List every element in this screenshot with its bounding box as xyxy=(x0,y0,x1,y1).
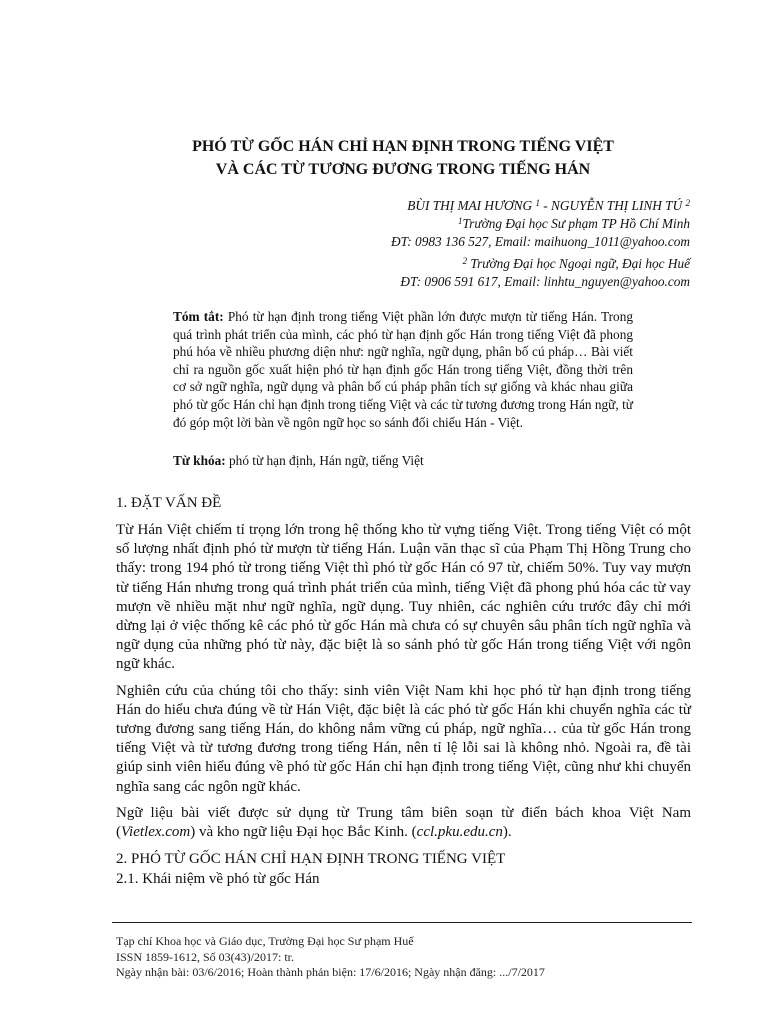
section-2-heading: 2. PHÓ TỪ GỐC HÁN CHỈ HẠN ĐỊNH TRONG TIẾNG VIỆT xyxy=(116,851,506,868)
affiliation-2 xyxy=(190,255,690,273)
author-2-name: NGUYỄN THỊ LINH TÚ xyxy=(551,198,683,213)
affiliation-1 xyxy=(190,215,690,233)
author-1-name: BÙI THỊ MAI HƯƠNG xyxy=(407,198,533,213)
title-line-1: PHÓ TỪ GỐC HÁN CHỈ HẠN ĐỊNH TRONG TIẾNG VIỆT xyxy=(192,138,614,155)
affiliation-1-text: Trường Đại học Sư phạm TP Hồ Chí Minh xyxy=(462,216,690,231)
footer xyxy=(116,934,716,981)
footer-dates: Ngày nhận bài: 03/6/2016; Hoàn thành phản biện: 17/6/2016; Ngày nhận đăng: .../7/2017 xyxy=(116,965,545,979)
keywords-label: Từ khóa: xyxy=(173,453,226,468)
section-2-1-heading: 2.1. Khái niệm về phó từ gốc Hán xyxy=(116,871,320,888)
footer-issn: ISSN 1859-1612, Số 03(43)/2017: tr. xyxy=(116,949,295,964)
affiliation-2-sup: 2 xyxy=(462,256,468,266)
paper-title xyxy=(100,135,706,181)
author-1-sup: 1 xyxy=(535,198,540,208)
author-separator: - xyxy=(539,198,552,213)
keywords xyxy=(173,452,633,470)
section-1-heading: 1. ĐẶT VẤN ĐỀ xyxy=(116,495,222,511)
footer-journal: Tạp chí Khoa học và Giáo dục, Trường Đại học Sư phạm Huế xyxy=(116,934,414,948)
affiliation-2-text: Trường Đại học Ngoại ngữ, Đại học Huế xyxy=(470,256,690,271)
section-1-paragraph-2: Nghiên cứu của chúng tôi cho thấy: sinh viên Việt Nam khi học phó từ hạn định trong tiếng Hán do hiểu chưa đúng về từ Hán Việt, đặc biệt là các phó từ gốc Hán khi chuyển nghĩa các từ tương đương sang tiếng Hán, do không nắm vững cú pháp, ngữ nghĩa… của từ gốc Hán trong tiếng Việt và từ tương đương trong tiếng Hán, nên tỉ lệ lỗi sai là không nhỏ. Ngoài ra, đề tài giúp sinh viên hiểu đúng về phó từ gốc Hán chỉ hạn định trong tiếng Việt, cũng như khi chuyển nghĩa sang các ngôn ngữ khác. xyxy=(116,682,691,795)
section-1-paragraph-1: Từ Hán Việt chiếm tỉ trọng lớn trong hệ thống kho từ vựng tiếng Việt. Trong tiếng Việt có một số lượng nhất định phó từ mượn từ tiếng Hán. Luận văn thạc sĩ của Phạm Thị Hồng Trung cho thấy: trong 194 phó từ trong tiếng Việt thì phó từ gốc Hán có 97 từ, chiếm 50%. Tuy vay mượn từ tiếng Hán nhưng trong quá trình phát triển của mình, tiếng Việt đã phong phú hóa các từ vay mượn về nhiều mặt như ngữ nghĩa, ngữ dụng. Tuy nhiên, các nghiên cứu trước đây chỉ mới dừng lại ở việc thống kê các phó từ gốc Hán mà chưa có sự chuyên sâu phân tích ngữ nghĩa và ngữ dụng của những phó từ này, đặc biệt là so sánh phó từ gốc Hán trong tiếng Việt với ngôn ngữ khác. xyxy=(116,522,691,673)
author-block xyxy=(190,197,690,291)
footer-divider xyxy=(112,922,692,923)
abstract-text: Phó từ hạn định trong tiếng Việt phần lớn được mượn từ tiếng Hán. Trong quá trình phát triển của mình, các phó từ hạn định gốc Hán trong tiếng Việt đã phong phú hóa về nhiều phương diện như: ngữ nghĩa, ngữ dụng, phân bố cú pháp… Bài viết chỉ ra nguồn gốc xuất hiện phó từ hạn định gốc Hán trong tiếng Việt, đồng thời trên cơ sở ngữ nghĩa, ngữ dụng và phân bố cú pháp phân tích sự giống và khác nhau giữa phó từ gốc Hán chỉ hạn định trong tiếng Việt và các từ tương đương trong Hán ngữ, từ đó góp một lời bàn về ngôn ngữ học so sánh đối chiếu Hán - Việt. xyxy=(173,309,633,430)
author-line xyxy=(190,197,690,215)
ccl-source: ccl.pku.edu.cn xyxy=(416,824,503,841)
body-text xyxy=(116,493,691,889)
abstract xyxy=(173,308,633,431)
author-2-sup: 2 xyxy=(685,198,690,208)
vietlex-source: Vietlex.com xyxy=(121,824,191,841)
affiliation-1-sup: 1 xyxy=(458,216,463,226)
title-line-2: VÀ CÁC TỪ TƯƠNG ĐƯƠNG TRONG TIẾNG HÁN xyxy=(215,161,591,178)
keywords-text: phó từ hạn định, Hán ngữ, tiếng Việt xyxy=(225,453,424,468)
contact-2: ĐT: 0906 591 617, Email: linhtu_nguyen@yahoo.com xyxy=(400,274,690,289)
abstract-label: Tóm tắt: xyxy=(173,309,224,324)
contact-1: ĐT: 0983 136 527, Email: maihuong_1011@yahoo.com xyxy=(391,234,690,249)
section-1-paragraph-3: Ngữ liệu bài viết được sử dụng từ Trung tâm biên soạn từ điển bách khoa Việt Nam (Vietlex.com) và kho ngữ liệu Đại học Bắc Kinh. (ccl.pku.edu.cn). xyxy=(116,804,691,841)
